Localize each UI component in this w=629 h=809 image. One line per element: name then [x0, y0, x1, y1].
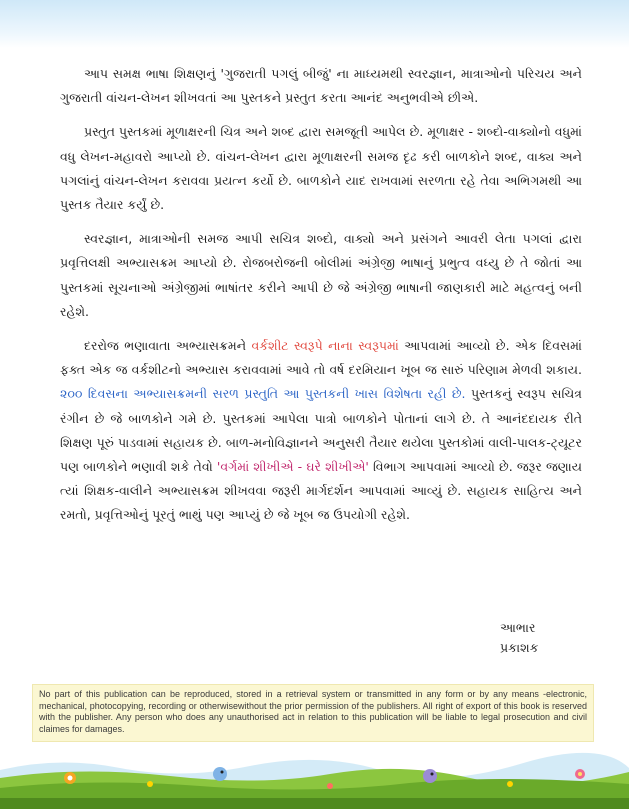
highlight-class-home: 'વર્ગમાં શીખીએ - ઘરે શીખીએ': [216, 459, 369, 475]
highlight-worksheet: વર્કશીટ સ્વરૂપે નાના સ્વરૂપમાં: [251, 338, 399, 354]
grass-footer-illustration: [0, 748, 629, 809]
preface-body: [60, 62, 582, 538]
copyright-notice: No part of this publication can be reproduced, stored in a retrieval system or transmitted in any form or by any means -electronic, mechanical, photocopying, recording or otherwisewithout the prior permission of the publishers. All right of export of this book is reserved with the publisher. Any person who does any unauthorised act in relation to this publication will be liable to legal prosecution and civil claimes for damages.: [32, 684, 594, 742]
signature-thanks: આભાર: [500, 620, 536, 635]
bird-icon: [423, 769, 437, 783]
paragraph-method: સ્વરજ્ઞાન, માત્રાઓની સમજ આપી સચિત્ર શબ્દો, વાક્યો અને પ્રસંગને આવરી લેતા પગલાં દ્વારા પ્રવૃત્તિલક્ષી અભ્યાસક્રમ આપ્યો છે. રોજબરોજની બોલીમાં અંગ્રેજી ભાષાનું પ્રભુત્વ વધ્યુ છે તે જોતાં આ પુસ્તકમાં સૂચનાઓ અંગ્રેજીમાં ભાષાંતર કરીને આપી છે જે અંગ્રેજી ભાષાની જાણકારી માટે મહત્વનું બની રહેશે.: [60, 231, 582, 319]
text-run: આપવામાં આવ્યો છે. એક દિવસમાં ફક્ત એક જ વર્કશીટનો અભ્યાસ કરાવવામાં આવે તો વર્ષ દરમિયાન ખૂબ જ સારું પરિણામ મેળવી શકાય.: [60, 338, 582, 378]
paragraph-intro: આપ સમક્ષ ભાષા શિક્ષણનું 'ગુજરાતી પગલું બીજું' ના માધ્યમથી સ્વરજ્ઞાન, માત્રાઓનો પરિચય અને ગુજરાતી વાંચન-લેખન શીખવતાં આ પુસ્તકને પ્રસ્તુત કરતા આનંદ અનુભવીએ છીએ.: [60, 66, 582, 106]
grass-illustration: [0, 748, 629, 809]
text-run: પુસ્તકનું સ્વરૂપ સચિત્ર રંગીન છે જે બાળકોને ગમે છે. પુસ્તકમાં આપેલા પાત્રો બાળકોને પોતાનાં લાગે છે. તે આનંદદાયક રીતે શિક્ષણ પૂરું પાડવામાં સહાયક છે. બાળ-મનોવિજ્ઞાનને અનુસરી તૈયાર થયેલા પુસ્તકોમાં વાલી-પાલક-ટ્યૂટર પણ બાળકોને ભણાવી શકે તેવો: [60, 386, 582, 475]
text-run: દરરોજ ભણાવાતા અભ્યાસક્રમને: [84, 338, 247, 354]
text-run: વિભાગ આપવામાં આવ્યો છે. જરૂર જણાય ત્યાં શિક્ષક-વાલીને અભ્યાસક્રમ શીખવવા જરૂરી માર્ગદર્શન આપવામાં આવ્યું છે. સહાયક સાહિત્ય અને રમતો, પ્રવૃત્તિઓનું પૂરતું ભાથું પણ આપ્યું છે જે ખૂબ જ ઉપયોગી રહેશે.: [60, 459, 582, 523]
bird-icon: [213, 767, 227, 781]
paragraph-content: પ્રસ્તુત પુસ્તકમાં મૂળાક્ષરની ચિત્ર અને શબ્દ દ્વારા સમજૂતી આપેલ છે. મૂળાક્ષર - શબ્દો-વાક્યોનો વધુમાં વધુ લેખન-મહાવરો આપ્યો છે. વાંચન-લેખન દ્વારા મૂળાક્ષરની સમજ દૃઢ કરી બાળકોને શબ્દ, વાક્ય અને પગલાંનું વાંચન-લેખન કરાવવા પ્રયત્ન કર્યો છે. બાળકોને યાદ રાખવામાં સરળતા રહે તેવા અભિગમથી આ પુસ્તક તૈયાર કર્યું છે.: [60, 124, 582, 213]
highlight-200-days: ૨૦૦ દિવસના અભ્યાસક્રમની સરળ પ્રસ્તુતિ આ પુસ્તકની ખાસ વિશેષતા રહી છે.: [60, 386, 466, 402]
signature-block: [500, 618, 590, 658]
sky-header-band: [0, 0, 629, 48]
signature-publisher: પ્રકાશક: [500, 640, 539, 655]
paragraph-features: [60, 334, 582, 528]
